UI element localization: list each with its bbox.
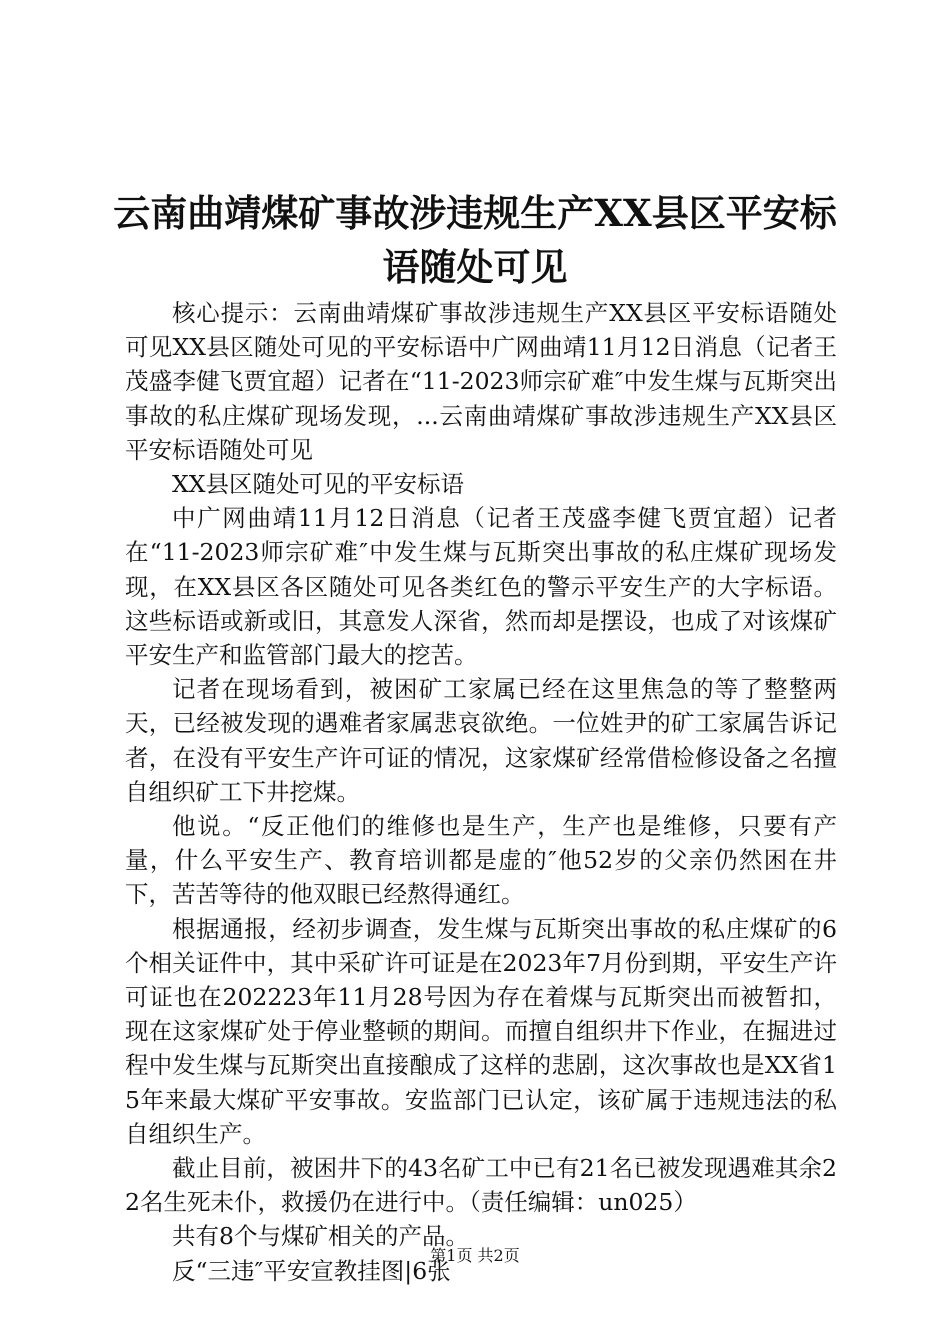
paragraph-reporter-scene: 记者在现场看到，被困矿工家属已经在这里焦急的等了整整两天，已经被发现的遇难者家属悲哀欲绝。一位姓尹的矿工家属告诉记者，在没有平安生产许可证的情况，这家煤矿经常借检修设备之名擅自组织矿工下井挖煤。 xyxy=(125,675,837,806)
paragraph-poster-link: 反“三违″平安宣教挂图|6张 xyxy=(172,1256,451,1285)
paragraph-products: 共有8个与煤矿相关的产品。 xyxy=(172,1222,469,1251)
paragraph-investigation: 根据通报，经初步调查，发生煤与瓦斯突出事故的私庄煤矿的6个相关证件中，其中采矿许可证是在2023年7月份到期，平安生产许可证也在202223年11月28号因为存在着煤与瓦斯突出而被暂扣，现在这家煤矿处于停业整顿的期间。而擅自组织井下作业，在掘进过程中发生煤与瓦斯突出直接酿成了这样的悲剧，这次事故也是XX省15年来最大煤矿平安事故。安监部门已认定，该矿属于违规违法的私自组织生产。 xyxy=(125,914,837,1148)
document-title: 云南曲靖煤矿事故涉违规生产XX县区平安标语随处可见 xyxy=(113,191,837,289)
document-body xyxy=(125,296,837,1288)
paragraph-summary: 核心提示：云南曲靖煤矿事故涉违规生产XX县区平安标语随处可见XX县区随处可见的平安标语中广网曲靖11月12日消息（记者王茂盛李健飞贾宜超）记者在“11-2023师宗矿难″中发生煤与瓦斯突出事故的私庄煤矿现场发现，...云南曲靖煤矿事故涉违规生产XX县区平安标语随处可见 xyxy=(125,299,837,464)
paragraph-subheading: XX县区随处可见的平安标语 xyxy=(172,470,464,499)
page-number: 第1页 共2页 xyxy=(430,1246,520,1265)
paragraph-quote: 他说。“反正他们的维修也是生产，生产也是维修，只要有产量，什么平安生产、教育培训都是虚的″他52岁的父亲仍然困在井下，苦苦等待的他双眼已经熬得通红。 xyxy=(125,812,837,909)
paragraph-rescue-status: 截止目前，被困井下的43名矿工中已有21名已被发现遇难其余22名生死未仆，救援仍在进行中。（责任编辑：un025） xyxy=(125,1154,837,1217)
paragraph-news-lead: 中广网曲靖11月12日消息（记者王茂盛李健飞贾宜超）记者在“11-2023师宗矿难″中发生煤与瓦斯突出事故的私庄煤矿现场发现，在XX县区各区随处可见各类红色的警示平安生产的大字标语。这些标语或新或旧，其意发人深省，然而却是摆设，也成了对该煤矿平安生产和监管部门最大的挖苦。 xyxy=(125,504,837,670)
